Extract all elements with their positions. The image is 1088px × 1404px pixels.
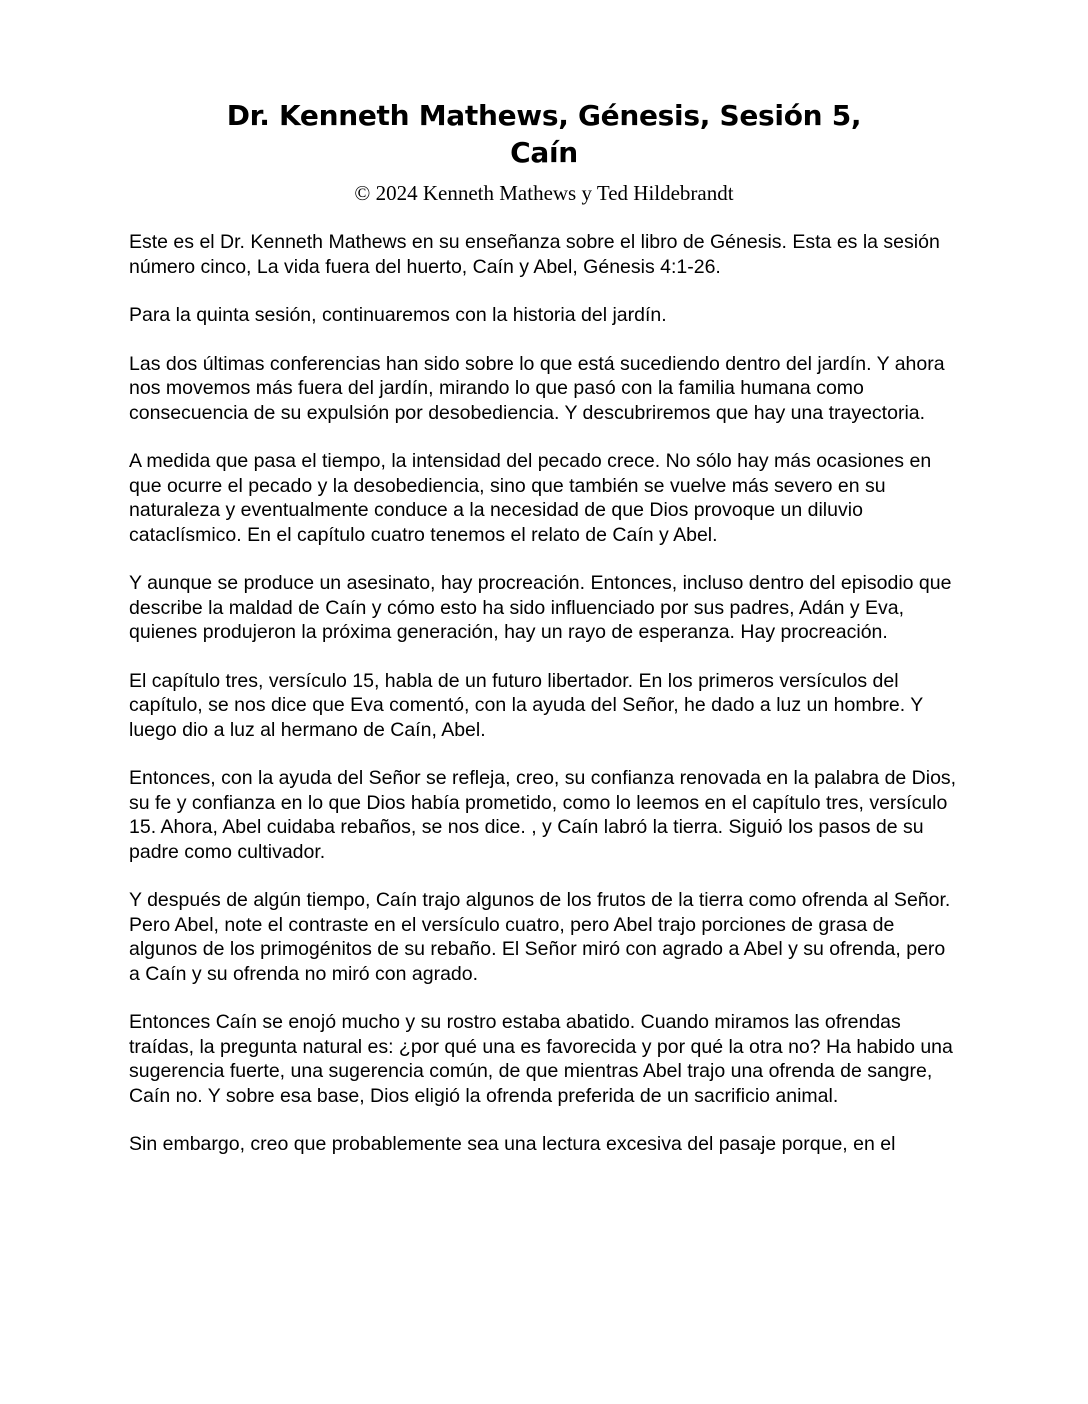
paragraph-3: Las dos últimas conferencias han sido sobre lo que está sucediendo dentro del jardín. Y ahora nos movemos más fuera del jardín, mirando lo que pasó con la familia humana como consecuencia de su expulsión por desobediencia. Y descubriremos que hay una trayectoria. (129, 352, 945, 424)
paragraph-6: El capítulo tres, versículo 15, habla de un futuro libertador. En los primeros versículos del capítulo, se nos dice que Eva comentó, con la ayuda del Señor, he dado a luz un hombre. Y luego dio a luz al hermano de Caín, Abel. (129, 669, 923, 741)
paragraph-2: Para la quinta sesión, continuaremos con la historia del jardín. (129, 304, 667, 326)
title-line-2: Caín (510, 136, 578, 169)
copyright-line: © 2024 Kenneth Mathews y Ted Hildebrandt (354, 181, 734, 205)
paragraph-5: Y aunque se produce un asesinato, hay procreación. Entonces, incluso dentro del episodio que describe la maldad de Caín y cómo esto ha sido influenciado por sus padres, Adán y Eva, quienes produjeron la próxima generación, hay un rayo de esperanza. Hay procreación. (129, 572, 952, 643)
document-title (0, 97, 1088, 171)
paragraph-1: Este es el Dr. Kenneth Mathews en su enseñanza sobre el libro de Génesis. Esta es la sesión número cinco, La vida fuera del huerto, Caín y Abel, Génesis 4:1-26. (129, 231, 940, 278)
document-body (129, 230, 959, 1181)
paragraph-7: Entonces, con la ayuda del Señor se refleja, creo, su confianza renovada en la palabra de Dios, su fe y confianza en lo que Dios había prometido, como lo leemos en el capítulo tres, versículo 15. Ahora, Abel cuidaba rebaños, se nos dice. , y Caín labró la tierra. Siguió los pasos de su padre como cultivador. (129, 767, 957, 863)
paragraph-10: Sin embargo, creo que probablemente sea una lectura excesiva del pasaje porque, en el (129, 1133, 896, 1155)
paragraph-9: Entonces Caín se enojó mucho y su rostro estaba abatido. Cuando miramos las ofrendas traídas, la pregunta natural es: ¿por qué una es favorecida y por qué la otra no? Ha habido una sugerencia fuerte, una sugerencia común, de que mientras Abel trajo una ofrenda de sangre, Caín no. Y sobre esa base, Dios eligió la ofrenda preferida de un sacrificio animal. (129, 1011, 953, 1107)
paragraph-8: Y después de algún tiempo, Caín trajo algunos de los frutos de la tierra como ofrenda al Señor. Pero Abel, note el contraste en el versículo cuatro, pero Abel trajo porciones de grasa de algunos de los primogénitos de su rebaño. El Señor miró con agrado a Abel y su ofrenda, pero a Caín y su ofrenda no miró con agrado. (129, 889, 951, 985)
paragraph-4: A medida que pasa el tiempo, la intensidad del pecado crece. No sólo hay más ocasiones en que ocurre el pecado y la desobediencia, sino que también se vuelve más severo en su naturaleza y eventualmente conduce a la necesidad de que Dios provoque un diluvio cataclísmico. En el capítulo cuatro tenemos el relato de Caín y Abel. (129, 450, 932, 546)
title-line-1: Dr. Kenneth Mathews, Génesis, Sesión 5, (226, 99, 862, 132)
